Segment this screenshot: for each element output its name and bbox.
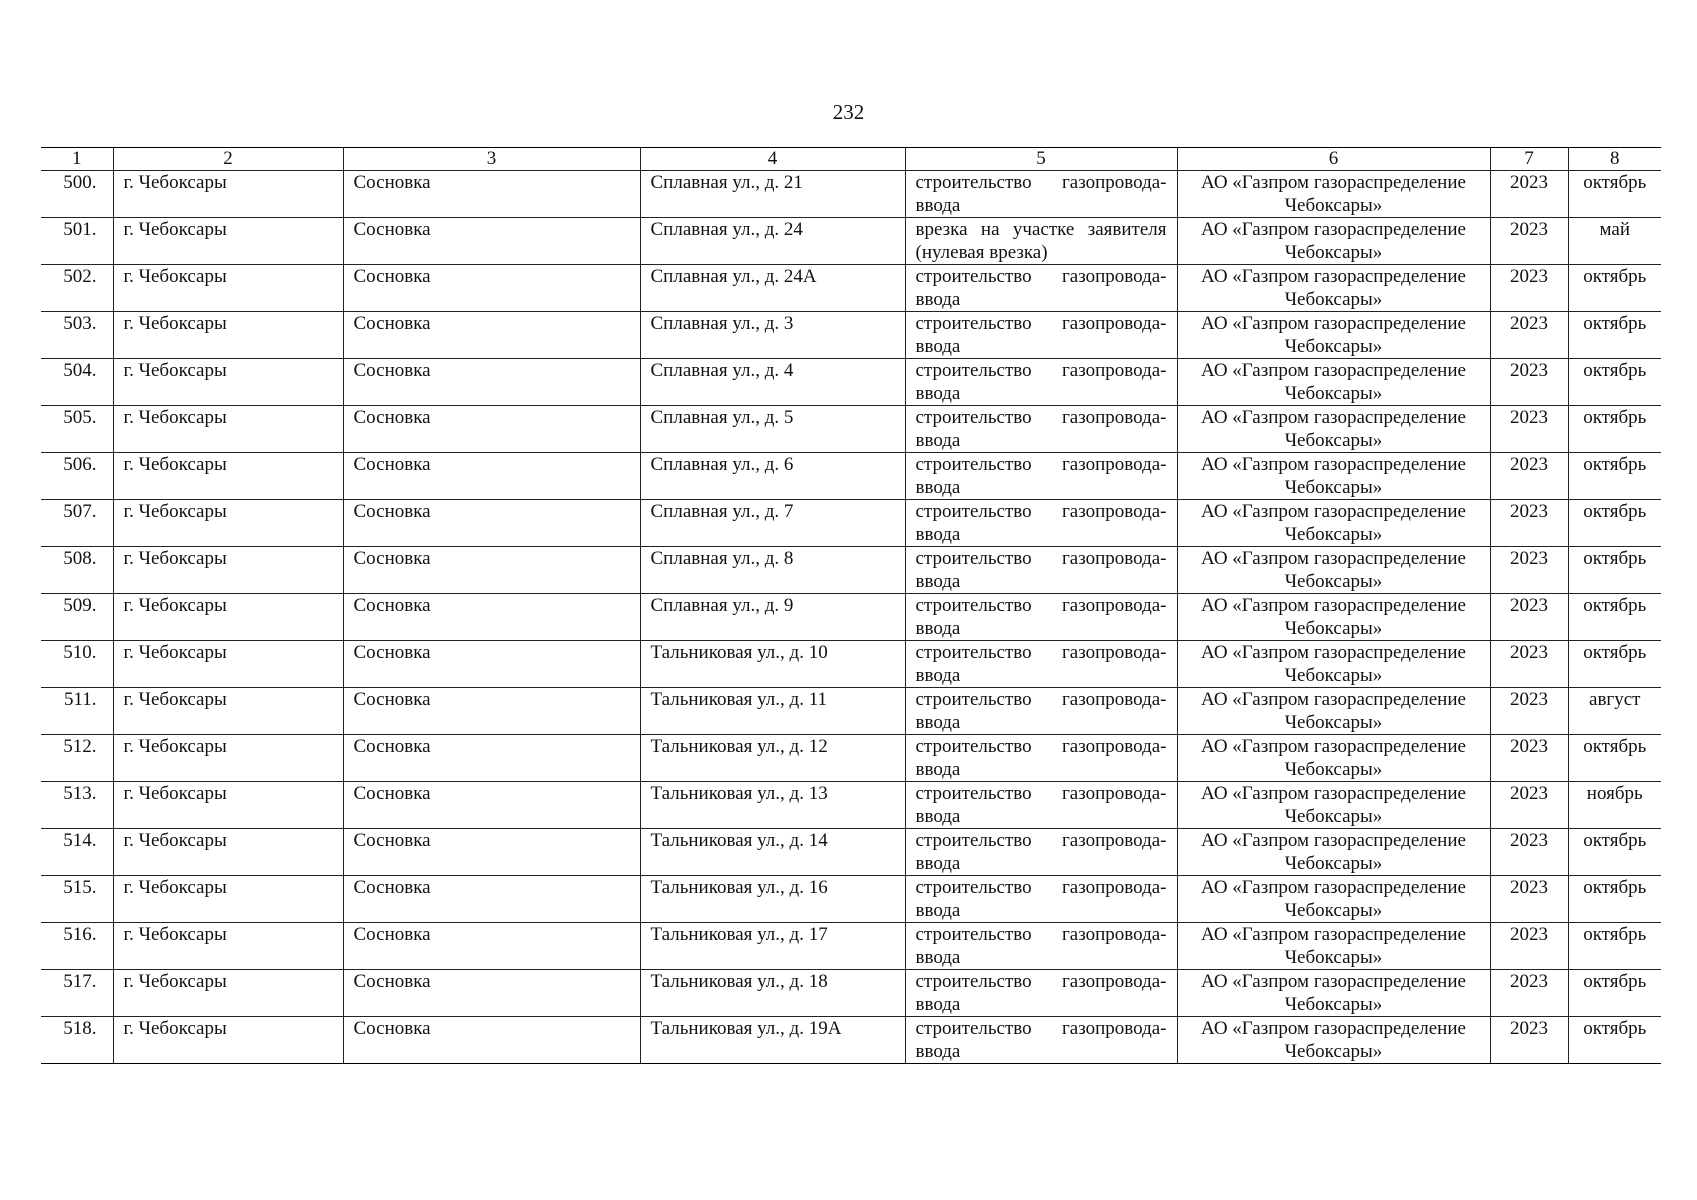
work-type-cell: строительство газопровода-ввода <box>905 500 1177 547</box>
year-cell: 2023 <box>1490 312 1568 359</box>
organization-cell: АО «Газпром газораспределение Чебоксары» <box>1177 923 1490 970</box>
month-cell: октябрь <box>1568 594 1661 641</box>
table-row <box>41 594 1661 641</box>
city-cell: г. Чебоксары <box>113 265 343 312</box>
year-cell: 2023 <box>1490 641 1568 688</box>
address-cell: Сплавная ул., д. 24 <box>640 218 905 265</box>
table-row <box>41 970 1661 1017</box>
page-number: 232 <box>832 100 865 124</box>
organization-cell: АО «Газпром газораспределение Чебоксары» <box>1177 171 1490 218</box>
city-cell: г. Чебоксары <box>113 782 343 829</box>
row-number-cell: 518. <box>41 1017 113 1064</box>
organization-cell: АО «Газпром газораспределение Чебоксары» <box>1177 641 1490 688</box>
table-row <box>41 453 1661 500</box>
month-cell: октябрь <box>1568 500 1661 547</box>
city-cell: г. Чебоксары <box>113 453 343 500</box>
table-row <box>41 923 1661 970</box>
year-cell: 2023 <box>1490 547 1568 594</box>
district-cell: Сосновка <box>343 453 640 500</box>
city-cell: г. Чебоксары <box>113 406 343 453</box>
address-cell: Тальниковая ул., д. 10 <box>640 641 905 688</box>
organization-cell: АО «Газпром газораспределение Чебоксары» <box>1177 735 1490 782</box>
month-cell: октябрь <box>1568 1017 1661 1064</box>
row-number-cell: 514. <box>41 829 113 876</box>
organization-cell: АО «Газпром газораспределение Чебоксары» <box>1177 688 1490 735</box>
district-cell: Сосновка <box>343 359 640 406</box>
district-cell: Сосновка <box>343 171 640 218</box>
row-number-cell: 507. <box>41 500 113 547</box>
work-type-cell: строительство газопровода-ввода <box>905 171 1177 218</box>
row-number-cell: 505. <box>41 406 113 453</box>
city-cell: г. Чебоксары <box>113 970 343 1017</box>
district-cell: Сосновка <box>343 641 640 688</box>
district-cell: Сосновка <box>343 876 640 923</box>
city-cell: г. Чебоксары <box>113 359 343 406</box>
table-row <box>41 829 1661 876</box>
city-cell: г. Чебоксары <box>113 547 343 594</box>
address-cell: Сплавная ул., д. 21 <box>640 171 905 218</box>
address-cell: Сплавная ул., д. 7 <box>640 500 905 547</box>
row-number-cell: 515. <box>41 876 113 923</box>
table-row <box>41 359 1661 406</box>
year-cell: 2023 <box>1490 359 1568 406</box>
row-number-cell: 502. <box>41 265 113 312</box>
organization-cell: АО «Газпром газораспределение Чебоксары» <box>1177 359 1490 406</box>
district-cell: Сосновка <box>343 923 640 970</box>
city-cell: г. Чебоксары <box>113 312 343 359</box>
month-cell: октябрь <box>1568 359 1661 406</box>
year-cell: 2023 <box>1490 829 1568 876</box>
work-type-cell: строительство газопровода-ввода <box>905 641 1177 688</box>
month-cell: октябрь <box>1568 970 1661 1017</box>
year-cell: 2023 <box>1490 970 1568 1017</box>
address-cell: Тальниковая ул., д. 18 <box>640 970 905 1017</box>
table-row <box>41 265 1661 312</box>
year-cell: 2023 <box>1490 688 1568 735</box>
column-header: 5 <box>905 148 1177 171</box>
row-number-cell: 500. <box>41 171 113 218</box>
table-row <box>41 735 1661 782</box>
month-cell: октябрь <box>1568 312 1661 359</box>
organization-cell: АО «Газпром газораспределение Чебоксары» <box>1177 829 1490 876</box>
month-cell: октябрь <box>1568 876 1661 923</box>
month-cell: ноябрь <box>1568 782 1661 829</box>
address-cell: Сплавная ул., д. 3 <box>640 312 905 359</box>
year-cell: 2023 <box>1490 500 1568 547</box>
month-cell: октябрь <box>1568 735 1661 782</box>
city-cell: г. Чебоксары <box>113 829 343 876</box>
city-cell: г. Чебоксары <box>113 500 343 547</box>
column-header: 2 <box>113 148 343 171</box>
work-type-cell: строительство газопровода-ввода <box>905 688 1177 735</box>
row-number-cell: 516. <box>41 923 113 970</box>
organization-cell: АО «Газпром газораспределение Чебоксары» <box>1177 406 1490 453</box>
address-cell: Тальниковая ул., д. 13 <box>640 782 905 829</box>
row-number-cell: 511. <box>41 688 113 735</box>
address-cell: Сплавная ул., д. 24А <box>640 265 905 312</box>
work-type-cell: строительство газопровода-ввода <box>905 594 1177 641</box>
work-type-cell: строительство газопровода-ввода <box>905 1017 1177 1064</box>
city-cell: г. Чебоксары <box>113 594 343 641</box>
year-cell: 2023 <box>1490 735 1568 782</box>
month-cell: октябрь <box>1568 829 1661 876</box>
row-number-cell: 512. <box>41 735 113 782</box>
city-cell: г. Чебоксары <box>113 218 343 265</box>
row-number-cell: 513. <box>41 782 113 829</box>
table-row <box>41 641 1661 688</box>
district-cell: Сосновка <box>343 1017 640 1064</box>
organization-cell: АО «Газпром газораспределение Чебоксары» <box>1177 970 1490 1017</box>
address-cell: Тальниковая ул., д. 19А <box>640 1017 905 1064</box>
column-header: 1 <box>41 148 113 171</box>
organization-cell: АО «Газпром газораспределение Чебоксары» <box>1177 594 1490 641</box>
organization-cell: АО «Газпром газораспределение Чебоксары» <box>1177 312 1490 359</box>
address-cell: Тальниковая ул., д. 12 <box>640 735 905 782</box>
work-type-cell: строительство газопровода-ввода <box>905 923 1177 970</box>
table-row <box>41 406 1661 453</box>
table-row <box>41 171 1661 218</box>
work-type-cell: строительство газопровода-ввода <box>905 782 1177 829</box>
address-cell: Сплавная ул., д. 9 <box>640 594 905 641</box>
row-number-cell: 508. <box>41 547 113 594</box>
year-cell: 2023 <box>1490 453 1568 500</box>
row-number-cell: 504. <box>41 359 113 406</box>
address-cell: Тальниковая ул., д. 17 <box>640 923 905 970</box>
column-header: 8 <box>1568 148 1661 171</box>
address-cell: Тальниковая ул., д. 11 <box>640 688 905 735</box>
organization-cell: АО «Газпром газораспределение Чебоксары» <box>1177 876 1490 923</box>
column-number-header-row <box>41 148 1661 171</box>
district-cell: Сосновка <box>343 970 640 1017</box>
table-row <box>41 1017 1661 1064</box>
year-cell: 2023 <box>1490 171 1568 218</box>
address-cell: Сплавная ул., д. 8 <box>640 547 905 594</box>
district-cell: Сосновка <box>343 406 640 453</box>
work-type-cell: строительство газопровода-ввода <box>905 406 1177 453</box>
year-cell: 2023 <box>1490 265 1568 312</box>
table-row <box>41 782 1661 829</box>
schedule-table <box>41 147 1661 1064</box>
year-cell: 2023 <box>1490 406 1568 453</box>
organization-cell: АО «Газпром газораспределение Чебоксары» <box>1177 1017 1490 1064</box>
district-cell: Сосновка <box>343 688 640 735</box>
year-cell: 2023 <box>1490 594 1568 641</box>
row-number-cell: 517. <box>41 970 113 1017</box>
address-cell: Тальниковая ул., д. 14 <box>640 829 905 876</box>
city-cell: г. Чебоксары <box>113 735 343 782</box>
work-type-cell: строительство газопровода-ввода <box>905 876 1177 923</box>
row-number-cell: 509. <box>41 594 113 641</box>
organization-cell: АО «Газпром газораспределение Чебоксары» <box>1177 782 1490 829</box>
district-cell: Сосновка <box>343 594 640 641</box>
district-cell: Сосновка <box>343 312 640 359</box>
year-cell: 2023 <box>1490 876 1568 923</box>
work-type-cell: строительство газопровода-ввода <box>905 312 1177 359</box>
work-type-cell: строительство газопровода-ввода <box>905 735 1177 782</box>
district-cell: Сосновка <box>343 265 640 312</box>
row-number-cell: 501. <box>41 218 113 265</box>
address-cell: Сплавная ул., д. 6 <box>640 453 905 500</box>
work-type-cell: строительство газопровода-ввода <box>905 829 1177 876</box>
address-cell: Сплавная ул., д. 5 <box>640 406 905 453</box>
table-row <box>41 312 1661 359</box>
column-header: 3 <box>343 148 640 171</box>
year-cell: 2023 <box>1490 923 1568 970</box>
organization-cell: АО «Газпром газораспределение Чебоксары» <box>1177 547 1490 594</box>
city-cell: г. Чебоксары <box>113 688 343 735</box>
column-header: 7 <box>1490 148 1568 171</box>
work-type-cell: строительство газопровода-ввода <box>905 547 1177 594</box>
city-cell: г. Чебоксары <box>113 876 343 923</box>
month-cell: октябрь <box>1568 923 1661 970</box>
month-cell: октябрь <box>1568 171 1661 218</box>
table-row <box>41 218 1661 265</box>
address-cell: Сплавная ул., д. 4 <box>640 359 905 406</box>
year-cell: 2023 <box>1490 1017 1568 1064</box>
district-cell: Сосновка <box>343 829 640 876</box>
work-type-cell: строительство газопровода-ввода <box>905 359 1177 406</box>
row-number-cell: 510. <box>41 641 113 688</box>
month-cell: октябрь <box>1568 641 1661 688</box>
month-cell: октябрь <box>1568 453 1661 500</box>
district-cell: Сосновка <box>343 218 640 265</box>
organization-cell: АО «Газпром газораспределение Чебоксары» <box>1177 218 1490 265</box>
table-row <box>41 547 1661 594</box>
month-cell: октябрь <box>1568 406 1661 453</box>
year-cell: 2023 <box>1490 218 1568 265</box>
table-row <box>41 688 1661 735</box>
year-cell: 2023 <box>1490 782 1568 829</box>
column-header: 4 <box>640 148 905 171</box>
district-cell: Сосновка <box>343 735 640 782</box>
month-cell: май <box>1568 218 1661 265</box>
column-header: 6 <box>1177 148 1490 171</box>
table-row <box>41 876 1661 923</box>
city-cell: г. Чебоксары <box>113 171 343 218</box>
city-cell: г. Чебоксары <box>113 923 343 970</box>
month-cell: октябрь <box>1568 547 1661 594</box>
work-type-cell: строительство газопровода-ввода <box>905 970 1177 1017</box>
row-number-cell: 506. <box>41 453 113 500</box>
organization-cell: АО «Газпром газораспределение Чебоксары» <box>1177 500 1490 547</box>
organization-cell: АО «Газпром газораспределение Чебоксары» <box>1177 453 1490 500</box>
city-cell: г. Чебоксары <box>113 641 343 688</box>
work-type-cell: строительство газопровода-ввода <box>905 265 1177 312</box>
district-cell: Сосновка <box>343 782 640 829</box>
organization-cell: АО «Газпром газораспределение Чебоксары» <box>1177 265 1490 312</box>
table-row <box>41 500 1661 547</box>
row-number-cell: 503. <box>41 312 113 359</box>
month-cell: август <box>1568 688 1661 735</box>
district-cell: Сосновка <box>343 547 640 594</box>
district-cell: Сосновка <box>343 500 640 547</box>
address-cell: Тальниковая ул., д. 16 <box>640 876 905 923</box>
work-type-cell: строительство газопровода-ввода <box>905 453 1177 500</box>
work-type-cell: врезка на участке заявителя (нулевая врезка) <box>905 218 1177 265</box>
city-cell: г. Чебоксары <box>113 1017 343 1064</box>
month-cell: октябрь <box>1568 265 1661 312</box>
